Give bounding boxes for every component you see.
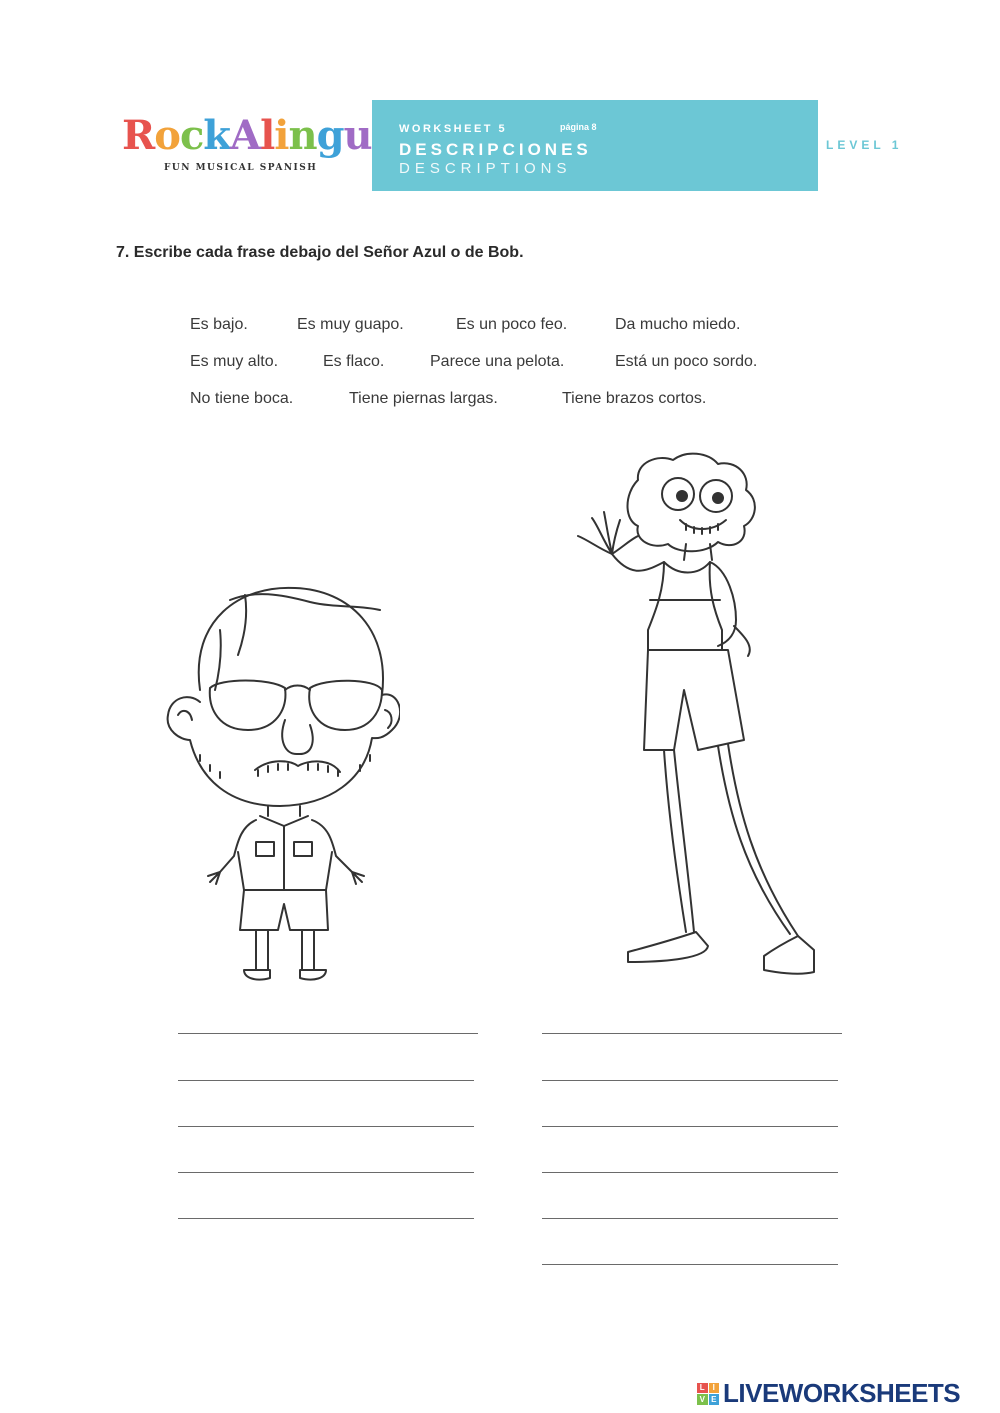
senor-azul-illustration-icon [160, 580, 400, 990]
page-label: página 8 [560, 122, 597, 132]
exercise-instruction: 7. Escribe cada frase debajo del Señor Azul o de Bob. [116, 244, 524, 261]
phrase-item: Está un poco sordo. [615, 353, 758, 370]
answer-line-left[interactable] [178, 1080, 474, 1081]
bob-illustration-icon [568, 450, 828, 985]
answer-line-right[interactable] [542, 1126, 838, 1127]
answer-line-left[interactable] [178, 1218, 474, 1219]
title-english: DESCRIPTIONS [399, 160, 572, 177]
answer-line-left[interactable] [178, 1172, 474, 1173]
phrase-item: Tiene piernas largas. [349, 390, 498, 407]
phrase-item: Es muy alto. [190, 353, 279, 370]
answer-line-right[interactable] [542, 1033, 842, 1034]
logo-subtitle: FUN MUSICAL SPANISH [164, 163, 318, 173]
phrase-item: Es flaco. [323, 353, 385, 370]
answer-line-right[interactable] [542, 1172, 838, 1173]
answer-line-left[interactable] [178, 1126, 474, 1127]
level-label: LEVEL 1 [826, 138, 903, 152]
phrase-item: Tiene brazos cortos. [562, 390, 707, 407]
liveworksheets-wordmark: LIVEWORKSHEETS [723, 1378, 961, 1408]
worksheet-label: WORKSHEET 5 [399, 123, 508, 135]
worksheet-banner [372, 100, 818, 191]
phrase-item: Es un poco feo. [456, 316, 568, 333]
phrase-item: Parece una pelota. [430, 353, 565, 370]
liveworksheets-logo-icon: L I V E [697, 1383, 719, 1405]
logo-wordmark: RockAlingu [122, 112, 372, 159]
title-spanish: DESCRIPCIONES [399, 140, 592, 159]
phrase-item: Es bajo. [190, 316, 248, 333]
answer-line-right[interactable] [542, 1218, 838, 1219]
rockalingua-logo [122, 112, 372, 178]
answer-line-right[interactable] [542, 1080, 838, 1081]
phrase-item: Es muy guapo. [297, 316, 404, 333]
liveworksheets-brand [697, 1378, 960, 1409]
answer-line-right[interactable] [542, 1264, 838, 1265]
answer-line-left[interactable] [178, 1033, 478, 1034]
phrase-item: No tiene boca. [190, 390, 294, 407]
phrase-item: Da mucho miedo. [615, 316, 741, 333]
